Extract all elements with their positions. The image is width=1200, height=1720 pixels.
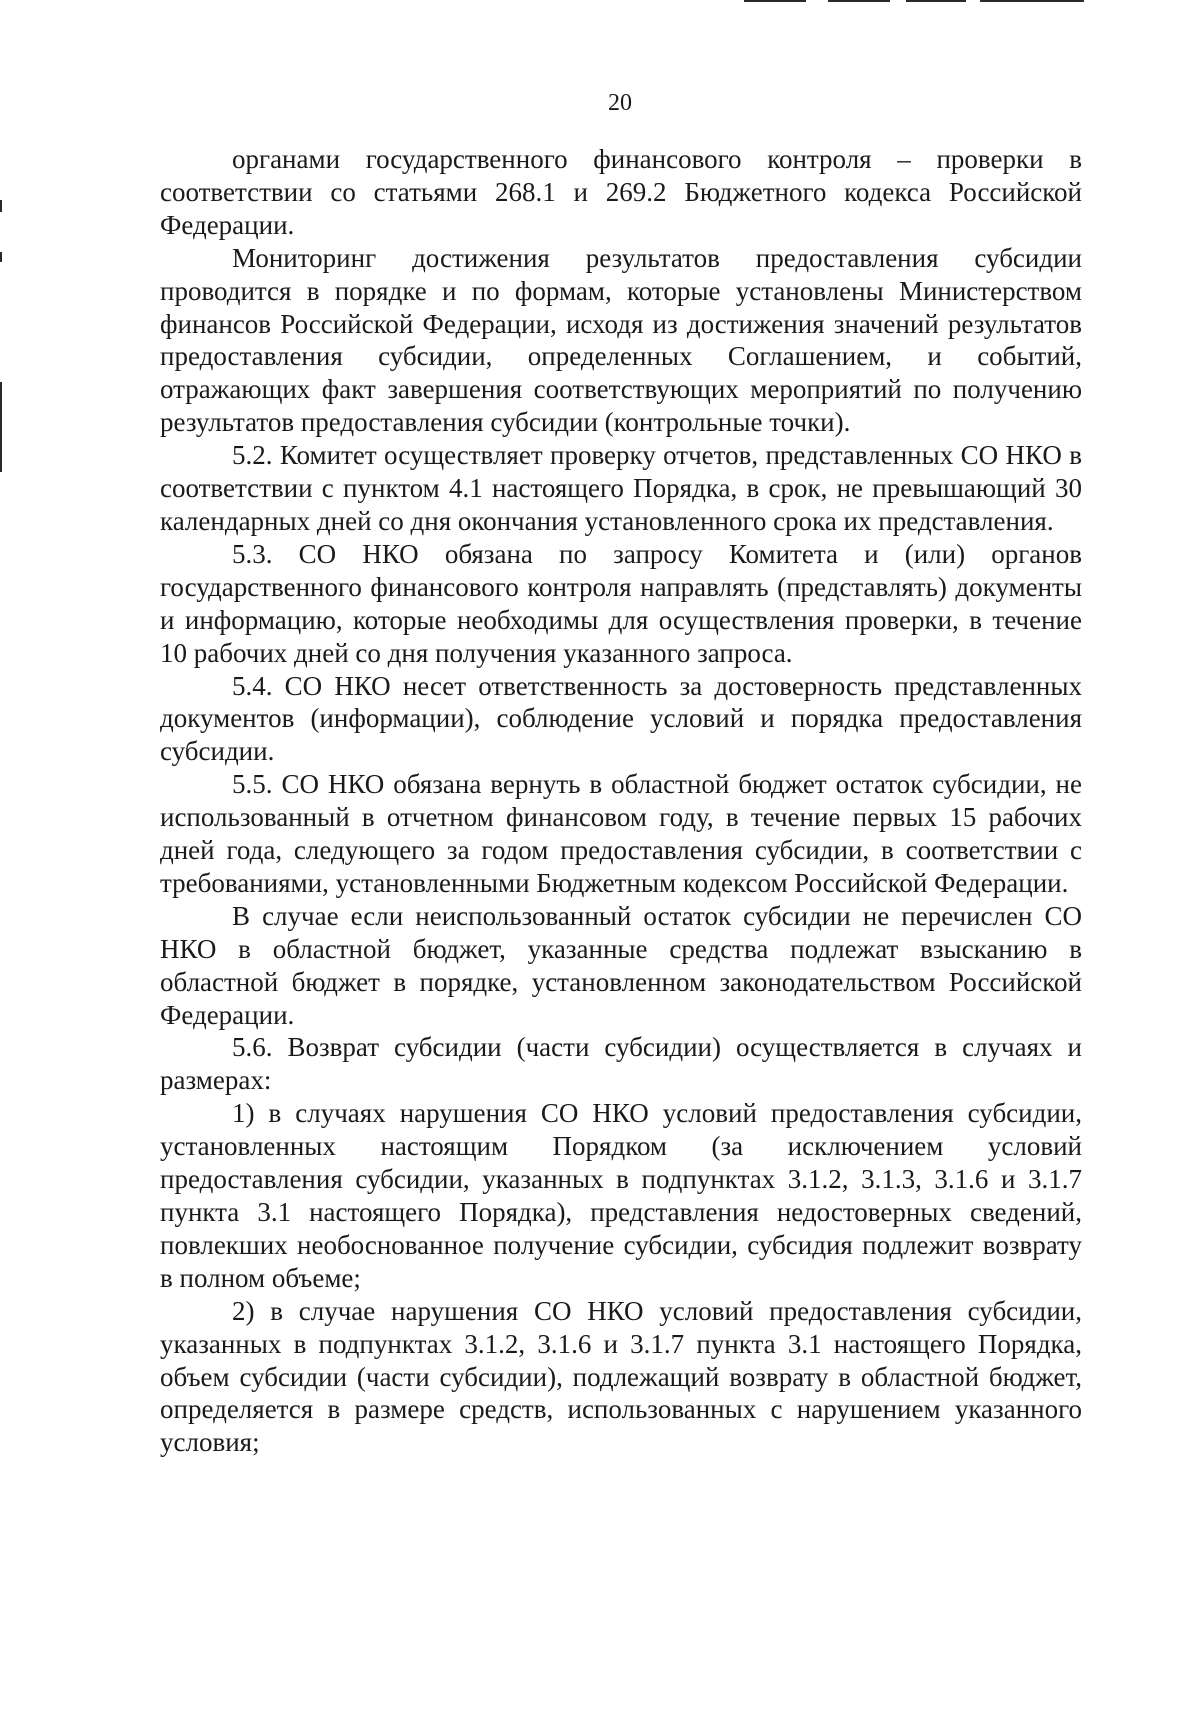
scan-edge-mark — [0, 382, 2, 472]
paragraph-continuation: органами государственного финансового контроля – проверки в соответствии со статьями 268.1 и 269.2 Бюджетного кодекса Российской Федерации. — [160, 144, 1082, 240]
paragraph-unused-balance: В случае если неиспользованный остаток субсидии не перечислен СО НКО в областной бюджет, указанные средства подлежат взысканию в областной бюджет в порядке, установленном законодательством Российской Федерации. — [160, 900, 1082, 1030]
scan-edge-mark — [0, 252, 2, 262]
paragraph-5-2: 5.2. Комитет осуществляет проверку отчетов, представленных СО НКО в соответствии с пунктом 4.1 настоящего Порядка, в срок, не превышающий 30 календарных дней со дня окончания установленного срока их представления. — [160, 440, 1082, 536]
paragraph-5-3: 5.3. СО НКО обязана по запросу Комитета и (или) органов государственного финансового контроля направлять (представлять) документы и информацию, которые необходимы для осуществления проверки, в течение 10 рабочих дней со дня получения указанного запроса. — [160, 538, 1082, 668]
list-item-2: 2) в случае нарушения СО НКО условий предоставления субсидии, указанных в подпунктах 3.1.2, 3.1.6 и 3.1.7 пункта 3.1 настоящего Порядка, объем субсидии (части субсидии), подлежащий возврату в областной бюджет, определяется в размере средств, использованных с нарушением указанного условия; — [160, 1295, 1082, 1458]
document-body — [160, 143, 1082, 1459]
scan-edge-mark — [744, 0, 806, 2]
paragraph-5-4: 5.4. СО НКО несет ответственность за достоверность представленных документов (информации), соблюдение условий и порядка предоставления субсидии. — [160, 670, 1082, 767]
scan-edge-mark — [0, 200, 2, 212]
paragraph-5-5: 5.5. СО НКО обязана вернуть в областной бюджет остаток субсидии, не использованный в отчетном финансовом году, в течение первых 15 рабочих дней года, следующего за годом предоставления субсидии, в соответствии с требованиями, установленными Бюджетным кодексом Российской Федерации. — [160, 769, 1082, 898]
list-item-1: 1) в случаях нарушения СО НКО условий предоставления субсидии, установленных настоящим Порядком (за исключением условий предоставления субсидии, указанных в подпунктах 3.1.2, 3.1.3, 3.1.6 и 3.1.7 пункта 3.1 настоящего Порядка), представления недостоверных сведений, повлекших необоснованное получение субсидии, субсидия подлежит возврату в полном объеме; — [160, 1098, 1082, 1293]
scan-edge-mark — [906, 0, 966, 2]
page-number: 20 — [608, 90, 632, 116]
paragraph-monitoring: Мониторинг достижения результатов предоставления субсидии проводится в порядке и по формам, которые установлены Министерством финансов Российской Федерации, исходя из достижения значений результатов предоставления субсидии, определенных Соглашением, и событий, отражающих факт завершения соответствующих мероприятий по получению результатов предоставления субсидии (контрольные точки). — [160, 242, 1082, 438]
scan-edge-mark — [828, 0, 890, 2]
scan-edge-mark — [980, 0, 1084, 2]
paragraph-5-6: 5.6. Возврат субсидии (части субсидии) осуществляется в случаях и размерах: — [160, 1032, 1082, 1096]
